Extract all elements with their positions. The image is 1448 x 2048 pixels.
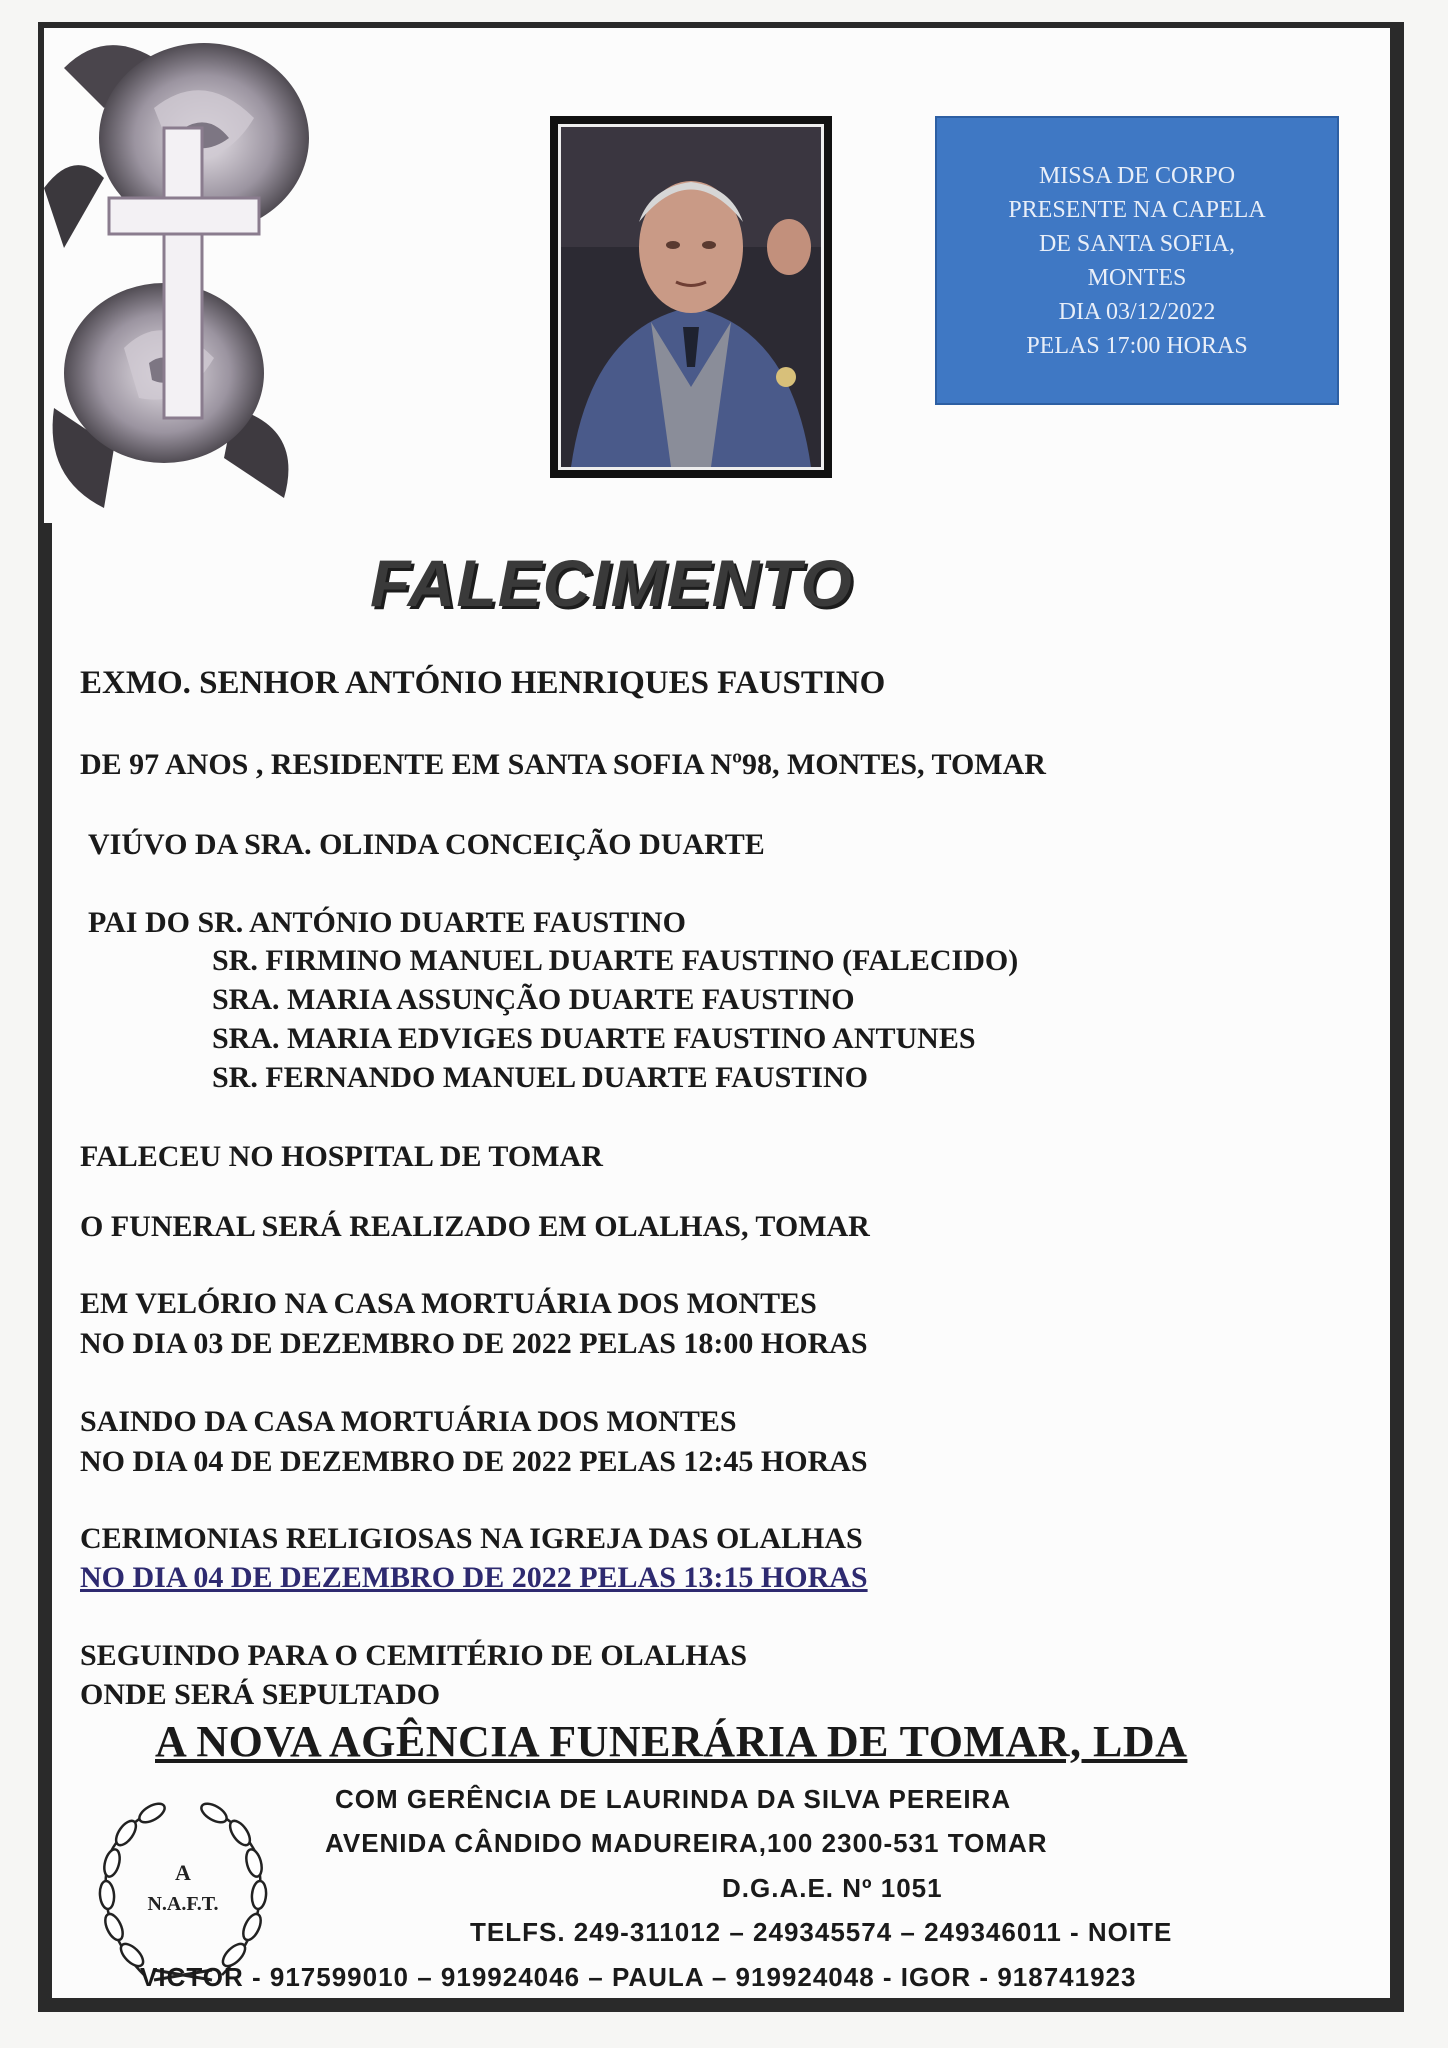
page-title: FALECIMENTO bbox=[370, 546, 853, 620]
mass-line: DIA 03/12/2022 bbox=[1058, 298, 1216, 325]
mass-line: MONTES bbox=[1087, 264, 1187, 291]
departure-line: NO DIA 04 DE DEZEMBRO DE 2022 PELAS 12:45 HORAS bbox=[80, 1445, 868, 1478]
burial-line: SEGUINDO PARA O CEMITÉRIO DE OLALHAS bbox=[80, 1639, 748, 1672]
mass-line: PELAS 17:00 HORAS bbox=[1026, 332, 1248, 359]
agency-contacts: VICTOR - 917599010 – 919924046 – PAULA – 919924048 - IGOR - 918741923 bbox=[140, 1962, 1137, 1992]
funeral-place: O FUNERAL SERÁ REALIZADO EM OLALHAS, TOMAR bbox=[80, 1210, 870, 1243]
wake-line: EM VELÓRIO NA CASA MORTUÁRIA DOS MONTES bbox=[80, 1287, 817, 1320]
mass-line: DE SANTA SOFIA, bbox=[1038, 230, 1236, 257]
portrait-frame bbox=[550, 116, 832, 478]
agency-dgae: D.G.A.E. Nº 1051 bbox=[722, 1873, 943, 1903]
wake-line: NO DIA 03 DE DEZEMBRO DE 2022 PELAS 18:00 HORAS bbox=[80, 1327, 868, 1360]
age-residence: DE 97 ANOS , RESIDENTE EM SANTA SOFIA Nº98, MONTES, TOMAR bbox=[80, 748, 1046, 781]
child-line: SRA. MARIA ASSUNÇÃO DUARTE FAUSTINO bbox=[212, 983, 855, 1016]
ceremony-line: CERIMONIAS RELIGIOSAS NA IGREJA DAS OLALHAS bbox=[80, 1522, 863, 1555]
departure-line: SAINDO DA CASA MORTUÁRIA DOS MONTES bbox=[80, 1405, 737, 1438]
rose-cross-illustration bbox=[44, 28, 314, 523]
child-line: SRA. MARIA EDVIGES DUARTE FAUSTINO ANTUNES bbox=[212, 1022, 976, 1055]
burial-line: ONDE SERÁ SEPULTADO bbox=[80, 1678, 441, 1711]
child-line: SR. FIRMINO MANUEL DUARTE FAUSTINO (FALECIDO) bbox=[212, 944, 1019, 977]
logo-text-top: A bbox=[175, 1860, 191, 1885]
portrait-photo bbox=[558, 124, 824, 470]
agency-name: A NOVA AGÊNCIA FUNERÁRIA DE TOMAR, LDA bbox=[155, 1717, 1188, 1766]
child-line: SR. FERNANDO MANUEL DUARTE FAUSTINO bbox=[212, 1061, 868, 1094]
agency-phones: TELFS. 249-311012 – 249345574 – 249346011 - NOITE bbox=[470, 1917, 1173, 1947]
logo-text-bottom: N.A.F.T. bbox=[147, 1893, 219, 1915]
agency-manager: COM GERÊNCIA DE LAURINDA DA SILVA PEREIRA bbox=[335, 1784, 1012, 1814]
deceased-name: EXMO. SENHOR ANTÓNIO HENRIQUES FAUSTINO bbox=[80, 665, 886, 701]
agency-address: AVENIDA CÂNDIDO MADUREIRA,100 2300-531 TOMAR bbox=[325, 1828, 1048, 1858]
child-line: PAI DO SR. ANTÓNIO DUARTE FAUSTINO bbox=[88, 906, 686, 939]
mass-line: PRESENTE NA CAPELA bbox=[1008, 196, 1266, 223]
widower-line: VIÚVO DA SRA. OLINDA CONCEIÇÃO DUARTE bbox=[88, 828, 765, 861]
mass-line: MISSA DE CORPO bbox=[1038, 162, 1236, 189]
mass-info-box bbox=[935, 116, 1339, 405]
death-place: FALECEU NO HOSPITAL DE TOMAR bbox=[80, 1140, 603, 1173]
ceremony-line: NO DIA 04 DE DEZEMBRO DE 2022 PELAS 13:15 HORAS bbox=[80, 1561, 868, 1594]
